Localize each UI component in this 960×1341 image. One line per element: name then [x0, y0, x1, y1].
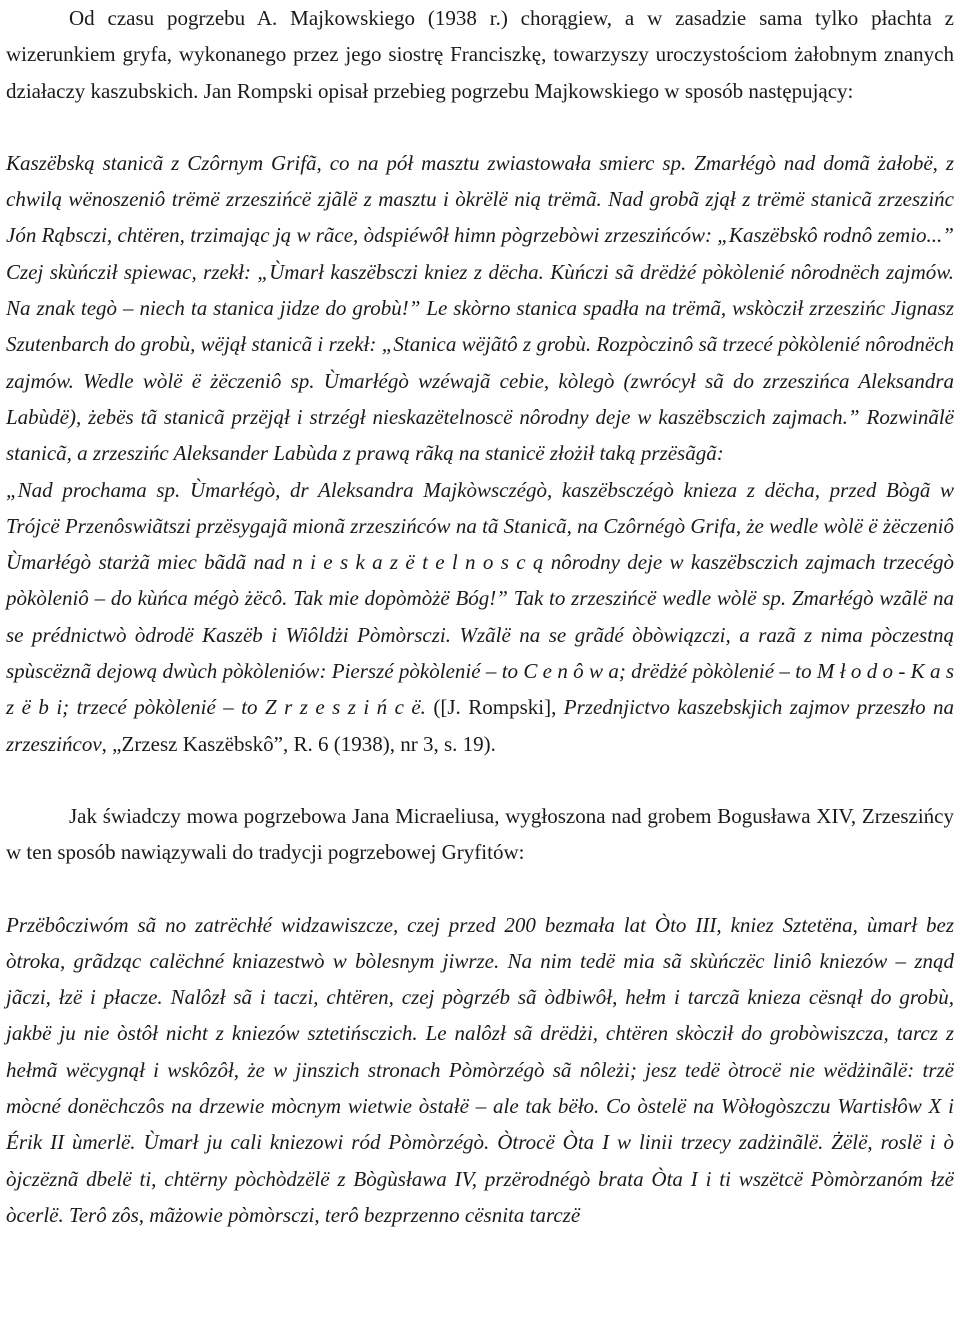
quote-paragraph-3: Przëbôcziwóm sã no zatrëchłé widzawiszcze, czej przed 200 bezmała lat Òto III, kniez Sztetëna, ùmarł bez òtroka, grãdząc calëchné kniazestwò w bòlesnym jiwrze. Na nim tedë mia sã skùńczëc liniô kniezów – znąd jãczi, łzë i płacze. Nalôzł sã i taczi, chtëren, czej pògrzéb sã òdbiwôł, hełm i tarczã knieza cësnął do grobù, jakbë ju nie òstôł nicht z kniezów sztetińsczich. Le nalôzł sã drëdżi, chtëren skòcził do grobòwiszcza, tarcz z hełmã wëcygnął i wskôzôł, że w jinszich stronach Pòmòrzégò sã nôleżi; jesz tedë òtrocë nie wëdżinãlë: trzë mòcné donëchczôs na drzewie mòcnym wietwie òstałë – ale tak bëło. Co òstelë na Wòłogòszczu Wartisłôw X i Érik II ùmerlë. Ùmarł ju cali kniezowi ród Pòmòrzégò. Òtrocë Òta I w linii trzecy zadżinãlë. Żëlë, roslë i ò òjczëznã dbelë ti, chtërny pòchòdzëlë z Bògùsława IV, przërodnégò brata Òta I i ti wszëtcë Pòmòrzanóm łzë òcerlë. Terô zôs, mãżowie pòmòrsczi, terô bezprzenno cësnita tarczë [6, 912, 954, 1227]
quote-paragraph-2 [6, 472, 954, 762]
quote-paragraph-2-text: „Nad prochama sp. Ùmarłégò, dr Aleksandra Majkòwsczégò, kaszëbsczégò knieza z dëcha, przed Bògã w Trójcë Przenôswiãtszi przësygajã mionã zrzeszińców na tã Stanicã, na Czôrnégò Grifa, że wedle wòlë ë żëczeniô Ùmarłégò starżã miec bãdã nad n i e s k a z ë t e l n o s c ą nôrodny deje w kaszëbsczich zajmach trzecégò pòkòleniô – do kùńca mégò żëcô. Tak mie dopòmòżë Bóg!” Tak to zrzeszińcë wedle wòlë sp. Zmarłégò wzãlë na se prédnictwò òdrodë Kaszëb i Wiôldżi Pòmòrsczi. Wzãlë na se grãdé òbòwiązczi, a razã z nima pòczestną spùscëznã dejową dwùch pòkòleniów: Pierszé pòkòlenié – to C e n ô w a; drëdżé pòkòlenié – to M ł o d o - K a s z ë b i; trzecé pòkòlenié – to Z r z e s z i ń c ë. [6, 477, 954, 720]
intro-paragraph: Od czasu pogrzebu A. Majkowskiego (1938 r.) chorągiew, a w zasadzie sama tylko płachta z wizerunkiem gryfa, wykonanego przez jego siostrę Franciszkę, towarzyszy uroczystościom żałobnym znanych działaczy kaszubskich. Jan Rompski opisał przebieg pogrzebu Majkowskiego w sposób następujący: [6, 6, 954, 103]
quote-paragraph-1: Kaszëbską stanicã z Czôrnym Grifã, co na pół masztu zwiastowała smierc sp. Zmarłégò nad domã żałobë, z chwilą wënoszeniô trëmë zrzeszińcë zjãlë z masztu i òkrëlë nią trëmã. Nad grobã zjął z trëmë stanicã zrzeszińc Jón Rąbsczi, chtëren, trzimając ją w rãce, òdspiéwôł himn pògrzebòwi zrzeszińców: „Kaszëbskô rodnô zemio...” Czej skùńcził spiewac, rzekł: „Ùmarł kaszëbsczi kniez z dëcha. Kùńczi sã drëdżé pòkòlenié nôrodnëch zajmów. Na znak tegò – niech ta stanica jidze do grobù!” Le skòrno stanica spadła na trëmã, wskòcził zrzeszińc Jignasz Szutenbarch do grobù, wëjął stanicã i rzekł: „Stanica wëjãtô z grobù. Rozpòczinô sã trzecé pòkòlenié nôrodnëch zajmów. Wedle wòlë ë żëczeniô sp. Ùmarłégò wzéwajã cebie, kòlegò (zwrócył sã do zrzeszińca Aleksandra Labùdë), żebës tã stanicã przëjął i strzégł nieskazëtelnoscë nôrodny deje w kaszëbsczich zajmach.” Rozwinãlë stanicã, a zrzeszińc Aleksander Labùda z prawą rãką na stanicë złożił taką przësãgã: [6, 150, 954, 466]
citation-plain-1: ([J. Rompski], [425, 695, 564, 720]
citation-plain-2: , „Zrzesz Kaszëbskô”, R. 6 (1938), nr 3, s. 19). [101, 731, 496, 756]
section2-paragraph: Jak świadczy mowa pogrzebowa Jana Micraeliusa, wygłoszona nad grobem Bogusława XIV, Zrzeszińcy w ten sposób nawiązywali do tradycji pogrzebowej Gryfitów: [6, 803, 954, 865]
citation-title: Przednjictvo kaszebskjich zajmov przeszło na zrzeszińcov [6, 695, 955, 756]
document-page [6, 0, 954, 1233]
